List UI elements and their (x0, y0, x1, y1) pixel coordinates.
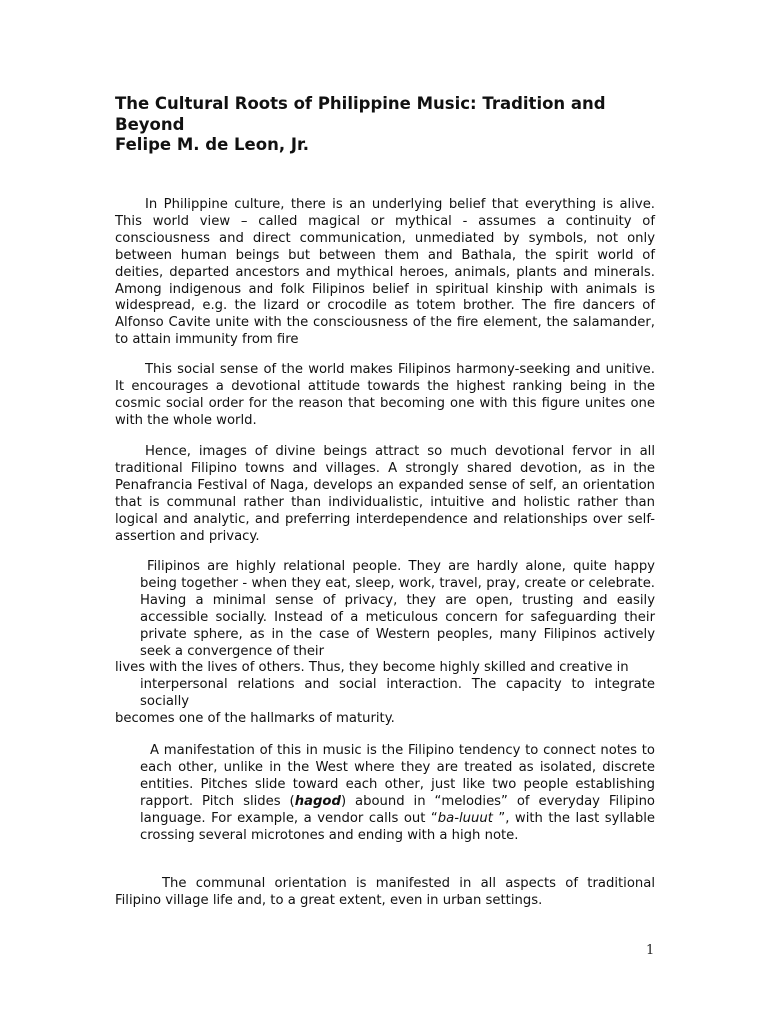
vendor-call: ba-luuut (437, 810, 499, 826)
paragraph-5-text-1: A manifestation of this in music is the Filipino tendency to connect notes to each other, unlike in the West where they are treated as isolated, discrete entities. Pitches slide toward each other, just like two people establishing rapport. Pitch slides ( (140, 743, 655, 809)
paragraph-2: This social sense of the world makes Filipinos harmony-seeking and unitive. It encourages a devotional attitude towards the highest ranking being in the cosmic social order for the reason that becoming one with this figure unites one with the whole world. (115, 362, 655, 428)
paragraph-4-segment-3: interpersonal relations and social interaction. The capacity to integrate socially (140, 677, 655, 709)
paragraph-4-segment-2: lives with the lives of others. Thus, they become highly skilled and creative in (115, 660, 629, 675)
page-number: 1 (646, 943, 655, 958)
paragraph-5-text-3: ”, with the last syllable crossing several microtones and ending with a high note. (140, 810, 656, 843)
paragraph-5-text-2: ) abound in “melodies” of everyday Filipino language. For example, a vendor calls out “ (140, 793, 655, 826)
term-hagod: hagod (294, 793, 341, 809)
paragraph-5 (140, 743, 655, 844)
paragraph-4-segment-1: Filipinos are highly relational people. They are hardly alone, quite happy being together - when they eat, sleep, work, travel, pray, create or celebrate. Having a minimal sense of privacy, they are open, trusting and easily accessible socially. Instead of a meticulous concern for safeguarding their private sphere, as in the case of Western peoples, many Filipinos actively seek a convergence of their (140, 559, 655, 659)
paragraph-3: Hence, images of divine beings attract so much devotional fervor in all traditional Filipino towns and villages. A strongly shared devotion, as in the Penafrancia Festival of Naga, develops an expanded sense of self, an orientation that is communal rather than individualistic, intuitive and holistic rather than logical and analytic, and preferring interdependence and relationships over self-assertion and privacy. (115, 444, 655, 544)
paragraph-1: In Philippine culture, there is an underlying belief that everything is alive. This world view – called magical or mythical - assumes a continuity of consciousness and direct communication, unmediated by symbols, not only between human beings but between them and Bathala, the spirit world of deities, departed ancestors and mythical heroes, animals, plants and minerals. Among indigenous and folk Filipinos belief in spiritual kinship with animals is widespread, e.g. the lizard or crocodile as totem brother. The fire dancers of Alfonso Cavite unite with the consciousness of the fire element, the salamander, to attain immunity from fire (115, 197, 655, 348)
document-title: The Cultural Roots of Philippine Music: Tradition and Beyond (115, 94, 606, 134)
paragraph-4-segment-4: becomes one of the hallmarks of maturity. (115, 711, 395, 726)
document-author: Felipe M. de Leon, Jr. (115, 135, 310, 154)
paragraph-6: The communal orientation is manifested in all aspects of traditional Filipino village life and, to a great extent, even in urban settings. (115, 876, 655, 908)
